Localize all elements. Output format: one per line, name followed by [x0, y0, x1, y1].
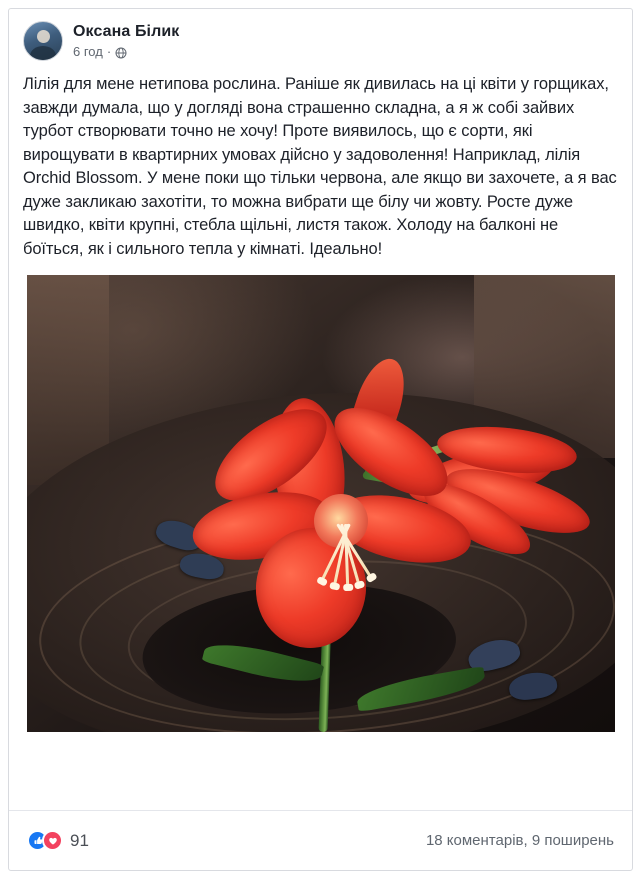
post-timestamp[interactable]: 6 год	[73, 44, 103, 59]
avatar[interactable]	[23, 21, 63, 61]
post-body-text: Лілія для мене нетипова рослина. Раніше як дивилась на ці квіти у горщиках, завжди думала, що у догляді вона страшенно складна, а я ж собі зайвих турбот створювати точно не хочу! Проте виявилось, що є сорти, які вирощувати в квартирних умовах дійсно у задоволення! Наприклад, лілія Orchid Blossom. У мене поки що тільки червона, але якщо ви захочете, а я вас дуже закликаю захотіти, то можна вибрати ще білу чи жовту. Росте дуже швидко, квіти крупні, стебла щільні, листя також. Холоду на балконі не боїться, як і сильного тепла у кімнаті. Ідеально!	[23, 75, 622, 258]
post-header	[9, 9, 632, 61]
globe-icon	[115, 47, 127, 59]
post-footer	[9, 810, 632, 870]
facebook-post-card	[8, 8, 633, 871]
reactions-summary[interactable]	[27, 830, 89, 851]
comments-shares-count[interactable]: 18 коментарів, 9 поширень	[425, 832, 614, 849]
post-header-text	[73, 21, 179, 59]
post-meta	[73, 44, 179, 59]
author-name[interactable]: Оксана Білик	[73, 23, 180, 40]
reaction-count[interactable]: 91	[70, 830, 89, 850]
heart-icon	[42, 830, 63, 851]
flower-bloom-primary	[186, 398, 486, 658]
photo-image	[27, 275, 615, 732]
meta-separator: ·	[106, 44, 112, 59]
post-photo[interactable]	[27, 275, 615, 732]
